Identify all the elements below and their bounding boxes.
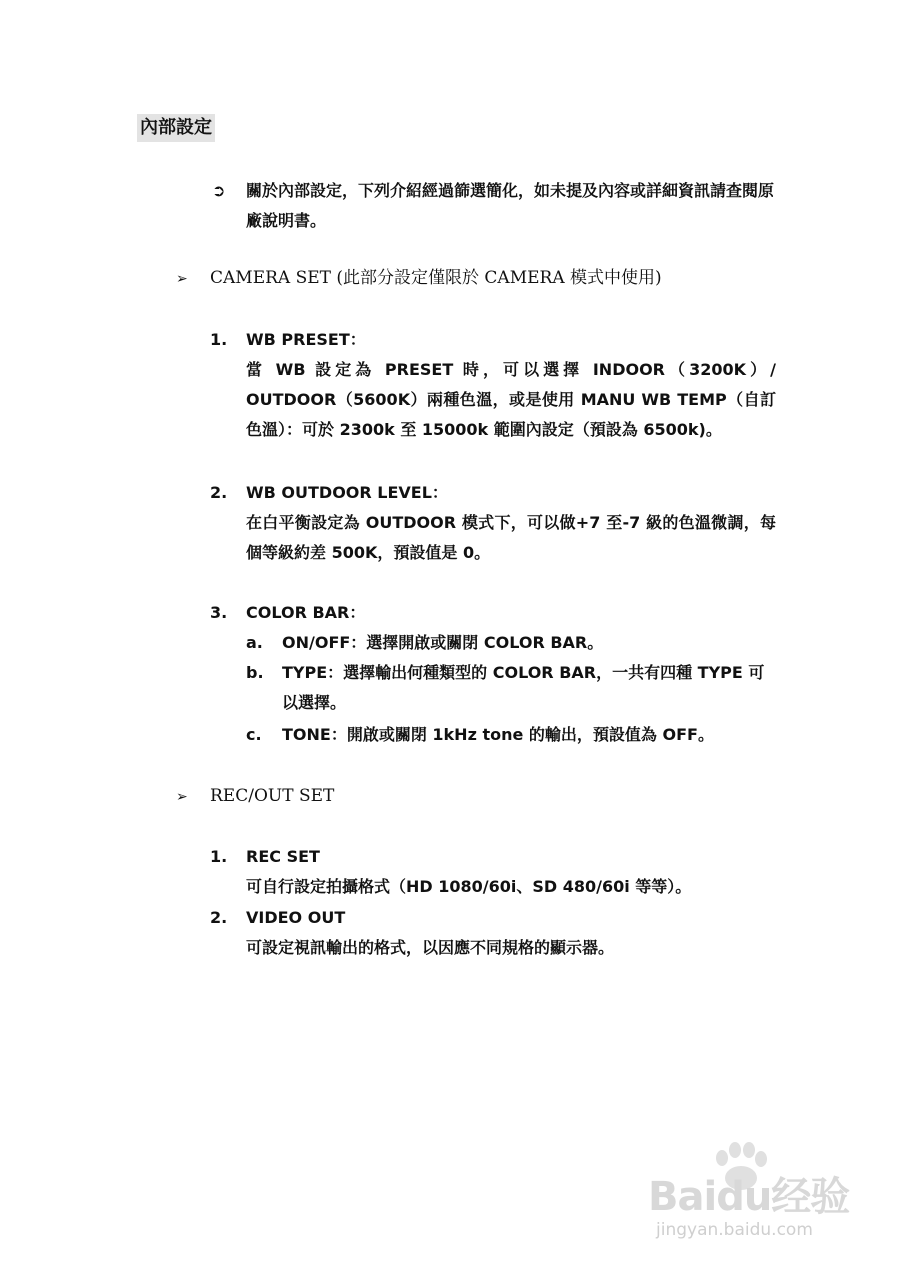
list-item-wb-outdoor-level	[210, 478, 776, 568]
section-heading-rec-out-set	[176, 784, 776, 809]
item-description: 可自行設定拍攝格式（HD 1080/60i、SD 480/60i 等等）。	[246, 877, 692, 896]
arrow-bullet-icon: ➢	[176, 271, 188, 287]
item-heading: COLOR BAR：	[246, 603, 366, 622]
item-number: 1.	[210, 330, 228, 349]
section-heading-text: CAMERA SET (此部分設定僅限於 CAMERA 模式中使用)	[210, 268, 662, 288]
item-description: 當 WB 設定為 PRESET 時，可以選擇 INDOOR（3200K）/ OUTDOOR（5600K）兩種色溫，或是使用 MANU WB TEMP（自訂色溫）：可於 2300k 至 15000k 範圍內設定（預設為 6500k)。	[246, 360, 776, 439]
item-number: 3.	[210, 603, 228, 622]
sub-item-type	[246, 658, 776, 718]
item-heading: WB OUTDOOR LEVEL：	[246, 483, 448, 502]
sub-item-on-off	[246, 628, 776, 658]
sub-item-text: TYPE：選擇輸出何種類型的 COLOR BAR，一共有四種 TYPE 可以選擇。	[282, 663, 765, 712]
arrow-bullet-icon: ➢	[176, 789, 188, 805]
list-item-video-out	[210, 903, 776, 963]
item-number: 2.	[210, 908, 228, 927]
baidu-watermark	[640, 1140, 850, 1250]
item-number: 1.	[210, 847, 228, 866]
sub-item-letter: a.	[246, 633, 263, 652]
sub-item-text: TONE：開啟或關閉 1kHz tone 的輸出，預設值為 OFF。	[282, 725, 714, 744]
list-item-rec-set	[210, 842, 776, 902]
sub-item-tone	[246, 720, 776, 750]
page-title: 內部設定	[137, 114, 215, 142]
sub-item-letter: b.	[246, 663, 264, 682]
section-heading-camera-set	[176, 266, 776, 291]
item-heading: WB PRESET：	[246, 330, 366, 349]
sub-item-text: ON/OFF：選擇開啟或關閉 COLOR BAR。	[282, 633, 604, 652]
list-item-wb-preset	[210, 325, 776, 445]
item-heading: VIDEO OUT	[246, 908, 346, 927]
intro-paragraph	[212, 176, 777, 236]
item-heading: REC SET	[246, 847, 320, 866]
item-number: 2.	[210, 483, 228, 502]
watermark-logo-text: Baidu经验	[648, 1174, 850, 1220]
bullet-icon: ➲	[212, 181, 226, 200]
item-description: 可設定視訊輸出的格式，以因應不同規格的顯示器。	[246, 938, 615, 957]
intro-text: 關於內部設定，下列介紹經過篩選簡化，如未提及內容或詳細資訊請查閱原廠說明書。	[246, 181, 775, 230]
section-heading-text: REC/OUT SET	[210, 786, 335, 806]
sub-item-letter: c.	[246, 725, 262, 744]
item-description: 在白平衡設定為 OUTDOOR 模式下，可以做+7 至-7 級的色溫微調，每個等級約差 500K，預設值是 0。	[246, 513, 776, 562]
watermark-url: jingyan.baidu.com	[656, 1220, 813, 1240]
list-item-color-bar	[210, 598, 776, 628]
